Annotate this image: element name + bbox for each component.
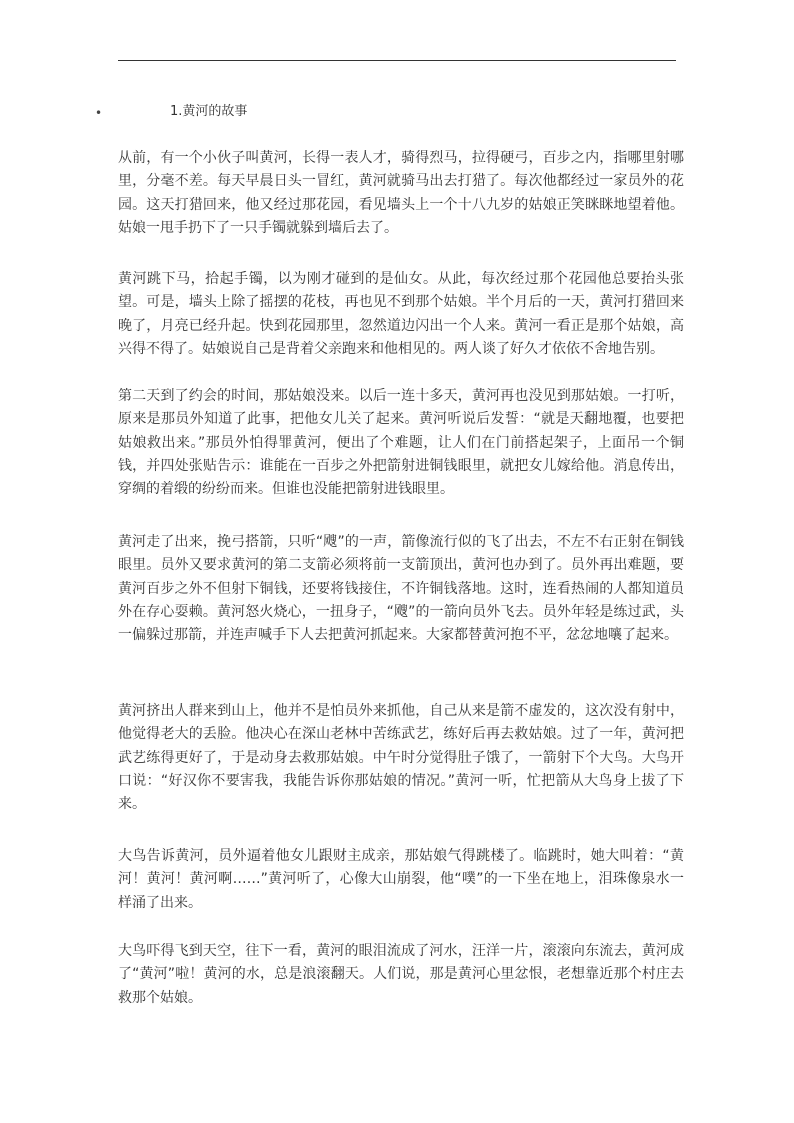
paragraph: 黄河走了出来，挽弓搭箭，只听“飕”的一声，箭像流行似的飞了出去，不左不右正射在铜钱眼里。员外又要求黄河的第二支箭必须将前一支箭顶出，黄河也办到了。员外再出难题，要黄河百步之外不但射下铜钱，还要将钱接住，不许铜钱落地。这时，连看热闹的人都知道员外在存心耍赖。黄河怒火烧心，一扭身子，“飕”的一箭向员外飞去。员外年轻是练过武，头一偏躲过那箭，并连声喊手下人去把黄河抓起来。大家都替黄河抱不平，忿忿地嚷了起来。 (118, 534, 684, 644)
list-bullet: • (95, 106, 103, 120)
story-heading: 1.黄河的故事 (170, 104, 248, 119)
header-rule (118, 60, 676, 61)
paragraph: 黄河挤出人群来到山上，他并不是怕员外来抓他，自己从来是箭不虚发的，这次没有射中，他觉得老大的丢脸。他决心在深山老林中苦练武艺，练好后再去救姑娘。过了一年，黄河把武艺练得更好了，于是动身去救那姑娘。中午时分觉得肚子饿了，一箭射下个大鸟。大鸟开口说：“好汉你不要害我，我能告诉你那姑娘的情况。”黄河一听，忙把箭从大鸟身上拔了下来。 (118, 703, 684, 813)
paragraph: 大鸟告诉黄河，员外逼着他女儿跟财主成亲，那姑娘气得跳楼了。临跳时，她大叫着：“黄河！黄河！黄河啊……”黄河听了，心像大山崩裂，他“噗”的一下坐在地上，泪珠像泉水一样涌了出来。 (118, 848, 684, 911)
paragraph: 第二天到了约会的时间，那姑娘没来。以后一连十多天，黄河再也没见到那姑娘。一打听，原来是那员外知道了此事，把他女儿关了起来。黄河听说后发誓：“就是天翻地覆，也要把姑娘救出来。”那员外怕得罪黄河，便出了个难题，让人们在门前搭起架子，上面吊一个铜钱，并四处张贴告示：谁能在一百步之外把箭射进铜钱眼里，就把女儿嫁给他。消息传出，穿绸的着缎的纷纷而来。但谁也没能把箭射进钱眼里。 (118, 388, 684, 498)
paragraph: 从前，有一个小伙子叫黄河，长得一表人才，骑得烈马，拉得硬弓，百步之内，指哪里射哪里，分毫不差。每天早晨日头一冒红，黄河就骑马出去打猎了。每次他都经过一家员外的花园。这天打猎回来，他又经过那花园，看见墙头上一个十八九岁的姑娘正笑眯眯地望着他。姑娘一甩手扔下了一只手镯就躲到墙后去了。 (118, 150, 684, 236)
paragraph: 黄河跳下马，拾起手镯，以为刚才碰到的是仙女。从此，每次经过那个花园他总要抬头张望。可是，墙头上除了摇摆的花枝，再也见不到那个姑娘。半个月后的一天，黄河打猎回来晚了，月亮已经升起。快到花园那里，忽然道边闪出一个人来。黄河一看正是那个姑娘，高兴得不得了。姑娘说自己是背着父亲跑来和他相见的。两人谈了好久才依依不舍地告别。 (118, 271, 684, 357)
paragraph: 大鸟吓得飞到天空，往下一看，黄河的眼泪流成了河水，汪洋一片，滚滚向东流去，黄河成了“黄河”啦！黄河的水，总是浪滚翻天。人们说，那是黄河心里忿恨，老想靠近那个村庄去救那个姑娘。 (118, 943, 684, 1006)
